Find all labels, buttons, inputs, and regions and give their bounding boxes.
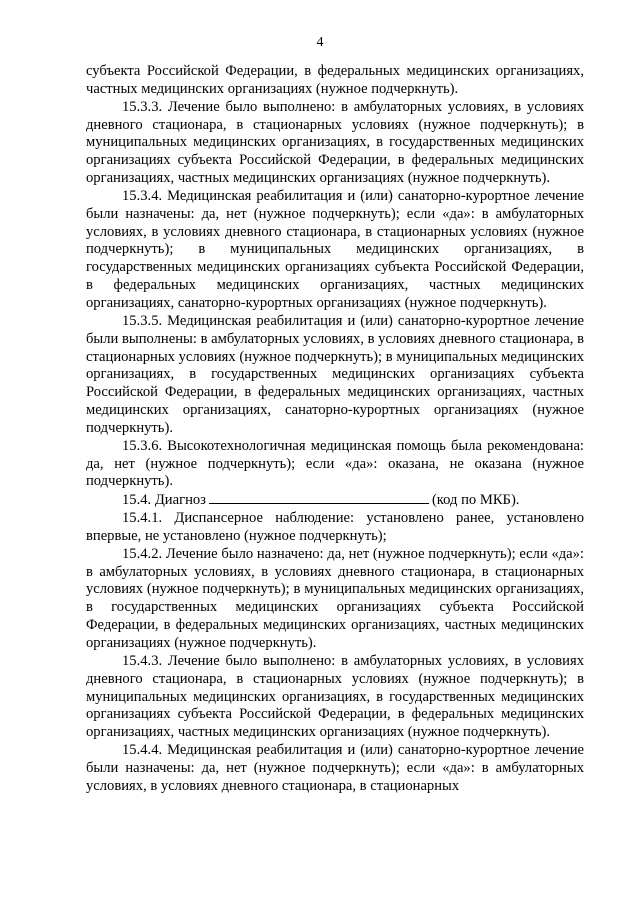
- paragraph-15-4-1: 15.4.1. Диспансерное наблюдение: установлено ранее, установлено впервые, не установлено (нужное подчеркнуть);: [86, 510, 584, 544]
- paragraph-15-3-3: 15.3.3. Лечение было выполнено: в амбулаторных условиях, в условиях дневного стационара, в стационарных условиях (нужное подчеркнуть); в муниципальных медицинских организациях, в государственных медицинских организациях субъекта Российской Федерации, в федеральных медицинских организациях, частных медицинских организациях (нужное подчеркнуть).: [86, 98, 584, 187]
- paragraph-15-4-diagnosis: [86, 491, 584, 510]
- diagnosis-label: 15.4. Диагноз: [122, 492, 206, 509]
- paragraph-15-3-6: 15.3.6. Высокотехнологичная медицинская помощь была рекомендована: да, нет (нужное подчеркнуть); если «да»: оказана, не оказана (нужное подчеркнуть).: [86, 437, 584, 490]
- paragraph-15-3-4: 15.3.4. Медицинская реабилитация и (или) санаторно-курортное лечение были назначены: да, нет (нужное подчеркнуть); если «да»: в амбулаторных условиях, в условиях дневного стационара, в стационарных условиях (нужное подчеркнуть); в муниципальных медицинских организациях, в государственных медицинских организациях субъекта Российской Федерации, в федеральных медицинских организациях, частных медицинских организациях, санаторно-курортных организациях (нужное подчеркнуть).: [86, 187, 584, 311]
- paragraph-15-4-4: 15.4.4. Медицинская реабилитация и (или) санаторно-курортное лечение были назначены: да, нет (нужное подчеркнуть); если «да»: в амбулаторных условиях, в условиях дневного стационара, в стационарных: [86, 742, 584, 794]
- paragraph-15-3-5: 15.3.5. Медицинская реабилитация и (или) санаторно-курортное лечение были выполнены: в амбулаторных условиях, в условиях дневного стационара, в стационарных условиях (нужное подчеркнуть); в муниципальных медицинских организациях, в государственных медицинских организациях субъекта Российской Федерации, в федеральных медицинских организациях, частных медицинских организациях, санаторно-курортных организациях (нужное подчеркнуть).: [86, 312, 584, 436]
- diagnosis-code-label: (код по МКБ).: [431, 492, 520, 509]
- document-body: [86, 63, 584, 796]
- diagnosis-blank-field: [209, 491, 429, 504]
- page-number: 4: [316, 35, 324, 50]
- paragraph-15-4-3: 15.4.3. Лечение было выполнено: в амбулаторных условиях, в условиях дневного стационара, в стационарных условиях (нужное подчеркнуть); в муниципальных медицинских организациях, в государственных медицинских организациях субъекта Российской Федерации, в федеральных медицинских организациях, частных медицинских организациях (нужное подчеркнуть).: [86, 652, 584, 741]
- paragraph-continuation: субъекта Российской Федерации, в федеральных медицинских организациях, частных медицинских организациях (нужное подчеркнуть).: [86, 63, 584, 97]
- paragraph-15-4-2: 15.4.2. Лечение было назначено: да, нет (нужное подчеркнуть); если «да»: в амбулаторных условиях, в условиях дневного стационара, в стационарных условиях (нужное подчеркнуть); в муниципальных медицинских организациях, в государственных медицинских организациях субъекта Российской Федерации, в федеральных медицинских организациях, частных медицинских организациях (нужное подчеркнуть).: [86, 545, 584, 651]
